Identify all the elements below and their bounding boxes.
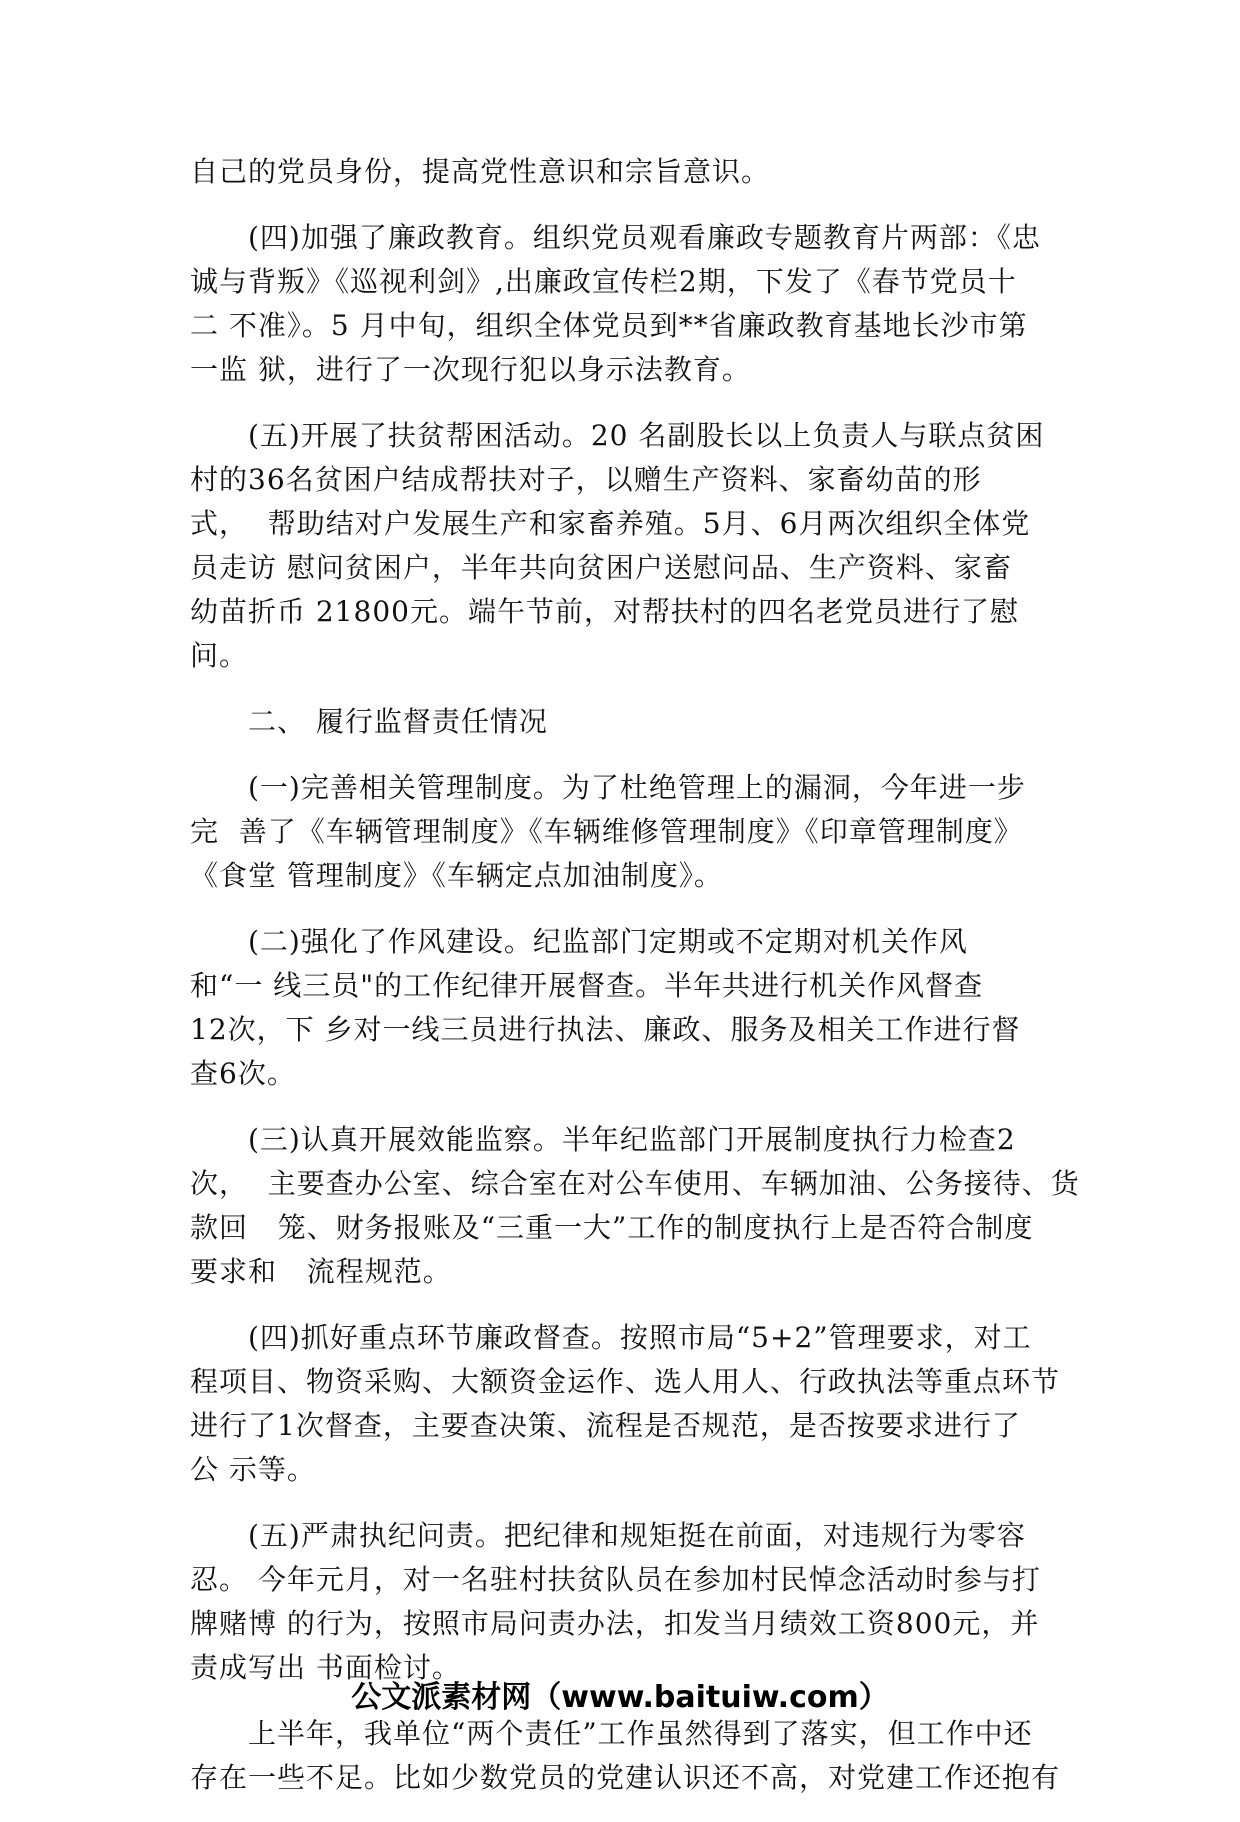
text-line: 查6次。: [190, 1057, 296, 1090]
footer-watermark: 公文派素材网（www.baituiw.com）: [351, 1680, 889, 1715]
text-line: 牌赌博 的行为，按照市局问责办法，扣发当月绩效工资800元，并: [190, 1607, 1040, 1640]
text-line: 公 示等。: [190, 1453, 316, 1486]
text-line: 《食堂 管理制度》《车辆定点加油制度》。: [190, 859, 723, 892]
paragraph-3: [190, 414, 1080, 678]
text-line: 员走访 慰问贫困户，半年共向贫困户送慰问品、生产资料、家畜: [190, 551, 1012, 584]
text-line: (二)强化了作风建设。纪监部门定期或不定期对机关作风: [248, 925, 968, 958]
text-line: 次， 主要查办公室、综合室在对公车使用、车辆加油、公务接待、货: [190, 1167, 1080, 1200]
text-line: 自己的党员身份，提高党性意识和宗旨意识。: [190, 155, 771, 188]
paragraph-1: [190, 150, 1080, 194]
text-line: 进行了1次督查，主要查决策、流程是否规范，是否按要求进行了: [190, 1409, 1021, 1442]
text-line: 完 善了《车辆管理制度》《车辆维修管理制度》《印章管理制度》: [190, 815, 1023, 848]
text-line: 幼苗折币 21800元。端午节前，对帮扶村的四名老党员进行了慰: [190, 595, 1019, 628]
text-line: 问。: [190, 639, 249, 672]
text-line: (一)完善相关管理制度。为了杜绝管理上的漏洞，今年进一步: [248, 771, 1026, 804]
paragraph-8: [190, 1316, 1080, 1492]
paragraph-7: [190, 1118, 1080, 1294]
text-line: 和“一 线三员"的工作纪律开展督查。半年共进行机关作风督查: [190, 969, 984, 1002]
text-line: (五)开展了扶贫帮困活动。20 名副股长以上负责人与联点贫困: [248, 419, 1045, 452]
text-line: (四)加强了廉政教育。组织党员观看廉政专题教育片两部：《忠: [248, 221, 1041, 254]
paragraph-9: [190, 1514, 1080, 1690]
document-body: [190, 150, 1080, 1822]
text-line: 款回 笼、财务报账及“三重一大”工作的制度执行上是否符合制度: [190, 1211, 1034, 1244]
text-line: 上半年，我单位“两个责任”工作虽然得到了落实，但工作中还: [248, 1717, 1033, 1750]
text-line: 诚与背叛》《巡视利剑》,出廉政宣传栏2期，下发了《春节党员十: [190, 265, 1017, 298]
text-line: 村的36名贫困户结成帮扶对子，以赠生产资料、家畜幼苗的形: [190, 463, 982, 496]
text-line: 责成写出 书面检讨。: [190, 1651, 461, 1684]
text-line: 12次，下 乡对一线三员进行执法、廉政、服务及相关工作进行督: [190, 1013, 1021, 1046]
text-line: 二 不准》。5 月中旬，组织全体党员到**省廉政教育基地长沙市第: [190, 309, 1028, 342]
paragraph-6: [190, 920, 1080, 1096]
text-line: 要求和 流程规范。: [190, 1255, 452, 1288]
text-line: 式， 帮助结对户发展生产和家畜养殖。5月、6月两次组织全体党: [190, 507, 1031, 540]
paragraph-2: [190, 216, 1080, 392]
text-line: (五)严肃执纪问责。把纪律和规矩挺在前面，对违规行为零容: [248, 1519, 1026, 1552]
text-line: (四)抓好重点环节廉政督查。按照市局“5+2”管理要求，对工: [248, 1321, 1032, 1354]
paragraph-10: [190, 1712, 1080, 1800]
text-line: 存在一些不足。比如少数党员的党建认识还不高，对党建工作还抱有: [190, 1761, 1061, 1794]
section-heading: [190, 700, 1080, 744]
text-line: 二、 履行监督责任情况: [248, 705, 548, 738]
paragraph-5: [190, 766, 1080, 898]
text-line: 忍。 今年元月，对一名驻村扶贫队员在参加村民悼念活动时参与打: [190, 1563, 1041, 1596]
text-line: 一监 狱，进行了一次现行犯以身示法教育。: [190, 353, 751, 386]
text-line: 程项目、物资采购、大额资金运作、选人用人、行政执法等重点环节: [190, 1365, 1061, 1398]
text-line: (三)认真开展效能监察。半年纪监部门开展制度执行力检查2: [248, 1123, 1016, 1156]
